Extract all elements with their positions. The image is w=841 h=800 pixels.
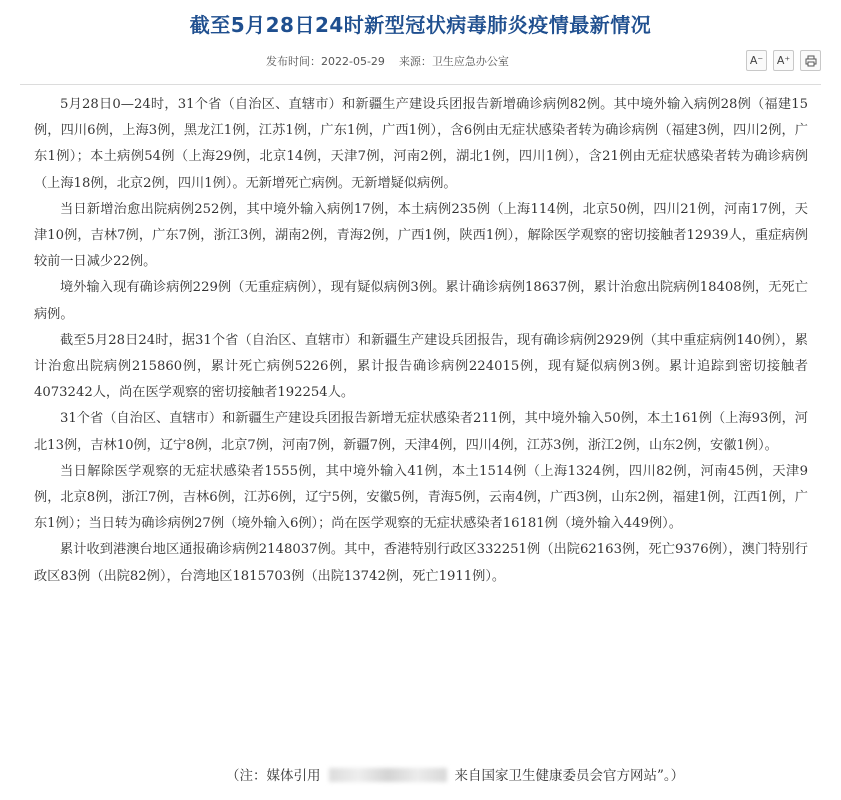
article-meta — [266, 54, 509, 70]
note-suffix: 来自国家卫生健康委员会官方网站”。） — [454, 768, 685, 784]
print-icon — [805, 55, 817, 67]
paragraph: 累计收到港澳台地区通报确诊病例2148037例。其中，香港特别行政区332251例（出院62163例，死亡9376例），澳门特别行政区83例（出院82例），台湾地区1815703例（出院13742例，死亡1911例）。 — [34, 542, 808, 584]
paragraph: 境外输入现有确诊病例229例（无重症病例），现有疑似病例3例。累计确诊病例18637例，累计治愈出院病例18408例，无死亡病例。 — [34, 280, 808, 322]
paragraph: 5月28日0—24时，31个省（自治区、直辖市）和新疆生产建设兵团报告新增确诊病例82例。其中境外输入病例28例（福建15例，四川6例，上海3例，黑龙江1例，江苏1例，广东1例，广西1例），含6例由无症状感染者转为确诊病例（福建3例，四川2例，广东1例）；本土病例54例（上海29例，北京14例，天津7例，河南2例，湖北1例，四川1例），含21例由无症状感染者转为确诊病例（上海18例，北京2例，四川1例）。无新增死亡病例。无新增疑似病例。 — [34, 97, 808, 191]
paragraph: 当日新增治愈出院病例252例，其中境外输入病例17例，本土病例235例（上海114例，北京50例，四川21例，河南17例，天津10例，吉林7例，广东7例，浙江3例，湖南2例，青海2例，广西1例，陕西1例），解除医学观察的密切接触者12939人，重症病例较前一日减少22例。 — [34, 201, 808, 270]
article-title: 截至5月28日24时新型冠状病毒肺炎疫情最新情况 — [189, 13, 652, 37]
font-smaller-icon: A⁻ — [749, 54, 764, 67]
font-smaller-button[interactable] — [746, 50, 767, 71]
print-button[interactable] — [800, 50, 821, 71]
meta-row — [0, 48, 841, 78]
publish-date: 2022-05-29 — [321, 55, 385, 68]
font-larger-icon: A⁺ — [776, 54, 791, 67]
article-body — [34, 92, 808, 590]
toolbar — [746, 50, 821, 71]
source-name: 卫生应急办公室 — [431, 55, 509, 68]
note-prefix: （注：媒体引用 — [226, 768, 321, 784]
paragraph: 截至5月28日24时，据31个省（自治区、直辖市）和新疆生产建设兵团报告，现有确诊病例2929例（其中重症病例140例），累计治愈出院病例215860例，累计死亡病例5226例，累计报告确诊病例224015例，现有疑似病例3例。累计追踪到密切接触者4073242人，尚在医学观察的密切接触者192254人。 — [34, 332, 808, 401]
media-note — [226, 764, 836, 788]
paragraph: 当日解除医学观察的无症状感染者1555例，其中境外输入41例，本土1514例（上海1324例，四川82例，河南45例，天津9例，北京8例，浙江7例，吉林6例，江苏6例，辽宁5例，安徽5例，青海5例，云南4例，广西3例，山东2例，福建1例，江西1例，广东1例）；当日转为确诊病例27例（境外输入6例）；尚在医学观察的无症状感染者16181例（境外输入449例）。 — [34, 463, 808, 532]
source-label: 来源： — [398, 55, 432, 68]
publish-label: 发布时间： — [266, 55, 321, 68]
blurred-text — [329, 768, 447, 782]
font-larger-button[interactable] — [773, 50, 794, 71]
paragraph: 31个省（自治区、直辖市）和新疆生产建设兵团报告新增无症状感染者211例，其中境外输入50例，本土161例（上海93例，河北13例，吉林10例，辽宁8例，北京7例，河南7例，新疆7例，天津4例，四川4例，江苏3例，浙江2例，山东2例，安徽1例）。 — [34, 411, 808, 453]
header-divider — [20, 84, 821, 85]
